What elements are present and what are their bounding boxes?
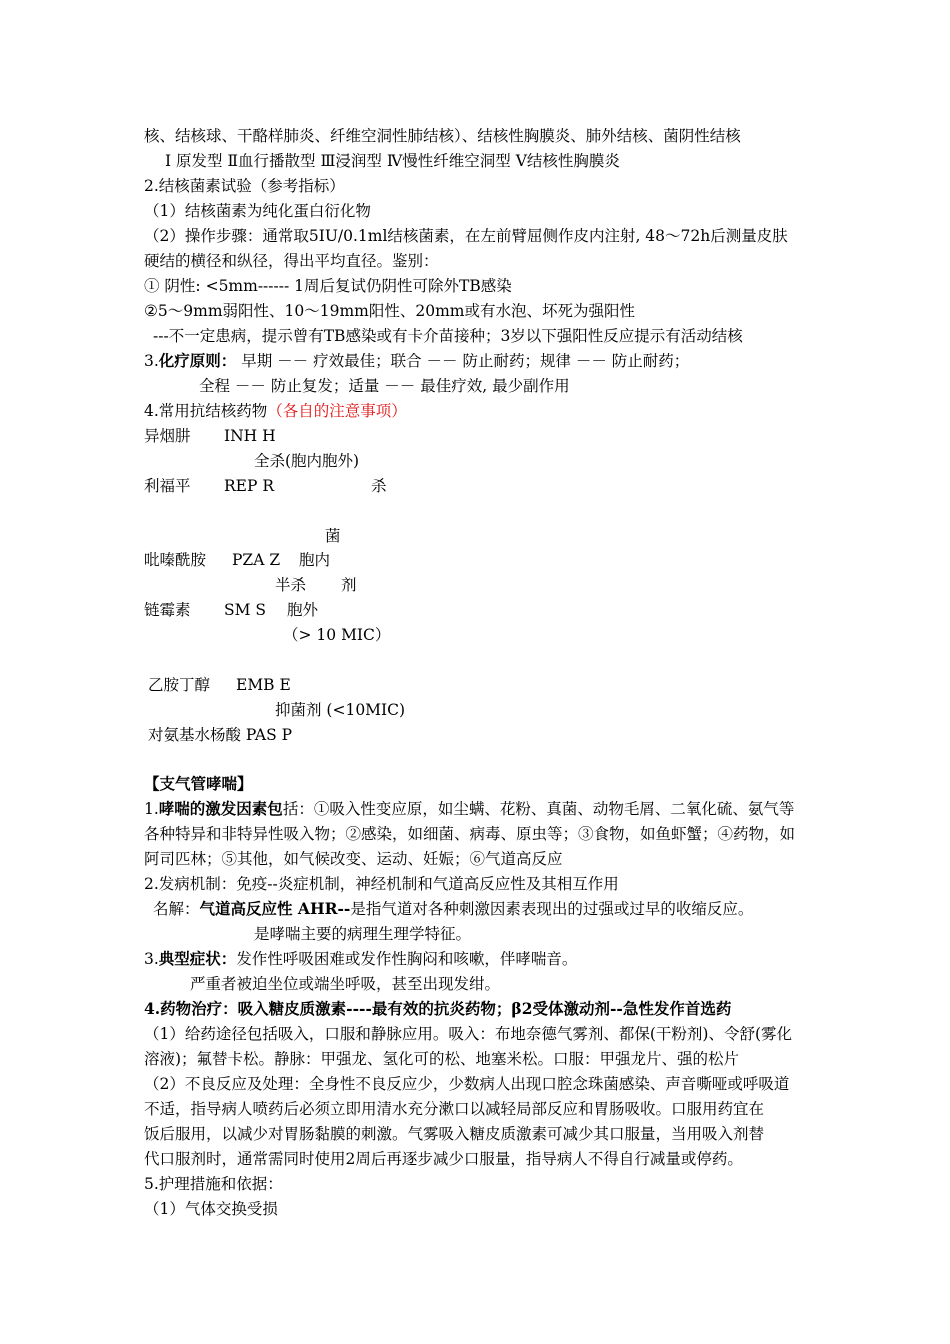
section-heading: 【支气管哮喘】 (144, 774, 253, 793)
text-line: 是哮喘主要的病理生理学特征。 (254, 925, 472, 943)
section-heading: 2.结核菌素试验（参考指标） (144, 177, 345, 195)
text-line: （2）操作步骤：通常取5IU/0.1ml结核菌素，在左前臂屈侧作皮内注射, 48～72h后测量皮肤 (144, 227, 788, 245)
drug-note: 剂 (341, 576, 357, 594)
text-line: （1）结核菌素为纯化蛋白衍化物 (144, 202, 371, 220)
section-heading: 4.药物治疗：吸入糖皮质激素----最有效的抗炎药物；β2受体激动剂--急性发作首选药 (144, 999, 732, 1018)
text-line: 饭后服用，以减少对胃肠黏膜的刺激。气雾吸入糖皮质激素可减少其口服量，当用吸入剂替 (144, 1125, 765, 1143)
text-line: 不适，指导病人喷药后必须立即用清水充分漱口以减轻局部反应和胃肠吸收。口服用药宜在 (144, 1100, 765, 1118)
drug-abbr: EMB E (236, 676, 291, 694)
text-line: ---不一定患病，提示曾有TB感染或有卡介苗接种；3岁以下强阳性反应提示有活动结核 (153, 327, 743, 345)
text-line: 代口服剂时，通常需同时使用2周后再逐步减少口服量，指导病人不得自行减量或停药。 (144, 1150, 743, 1168)
drug-note: 抑菌剂 (<10MIC) (275, 701, 406, 719)
drug-name: 乙胺丁醇 (148, 676, 211, 694)
text-span: 是指气道对各种刺激因素表现出的过强或过早的收缩反应。 (350, 900, 754, 918)
text-line: 2.发病机制：免疫--炎症机制，神经机制和气道高反应性及其相互作用 (144, 875, 619, 893)
drug-abbr: SM S (224, 601, 267, 619)
text-line: 阿司匹林；⑤其他，如气候改变、运动、妊娠；⑥气道高反应 (144, 850, 563, 868)
drug-name: 对氨基水杨酸 PAS P (148, 726, 293, 744)
text-span: 早期 －－ 疗效最佳；联合 －－ 防止耐药；规律 －－ 防止耐药； (236, 352, 690, 370)
text-span: 名解： (153, 900, 200, 918)
drug-note: 杀 (371, 477, 387, 495)
drug-name: 异烟肼 (144, 427, 191, 445)
drug-note: （> 10 MIC） (283, 626, 391, 644)
chemo-principles (144, 351, 689, 371)
drug-note: 胞外 (287, 601, 319, 619)
drug-abbr: REP R (224, 477, 275, 495)
text-line: （1）给药途径包括吸入，口服和静脉应用。吸入：布地奈德气雾剂、都保(干粉剂)、令舒(雾化 (144, 1025, 793, 1043)
text-line: 全程 －－ 防止复发；适量 －－ 最佳疗效, 最少副作用 (199, 377, 570, 395)
drug-abbr: PZA Z (232, 551, 281, 569)
text-line (144, 799, 794, 819)
text-line: （1）气体交换受损 (144, 1200, 278, 1218)
drug-note: 菌 (325, 527, 341, 545)
text-line: （2）不良反应及处理：全身性不良反应少，少数病人出现口腔念珠菌感染、声音嘶哑或呼吸道 (144, 1075, 790, 1093)
drug-note: 半杀 (275, 576, 307, 594)
text-line: ① 阴性: <5mm------ 1周后复试仍阴性可除外TB感染 (144, 277, 512, 295)
drug-abbr: INH H (224, 427, 276, 445)
drug-name: 吡嗪酰胺 (144, 551, 207, 569)
drug-note: 全杀(胞内胞外) (254, 452, 360, 470)
text-line: 溶液)；氟替卡松。静脉：甲强龙、氢化可的松、地塞米松。口服：甲强龙片、强的松片 (144, 1050, 740, 1068)
text-line: 核、结核球、干酪样肺炎、纤维空洞性肺结核）、结核性胸膜炎、肺外结核、菌阴性结核 (144, 127, 741, 145)
bold-label: 哮喘的激发因素包 (158, 799, 283, 818)
text-line (144, 949, 577, 969)
drug-note: 胞内 (299, 551, 331, 569)
definition-line (153, 899, 753, 919)
bold-label: 气道高反应性 AHR-- (199, 899, 351, 918)
bold-label: 典型症状： (158, 949, 237, 968)
text-span: 4.常用抗结核药物 (144, 402, 268, 420)
text-span: 发作性呼吸困难或发作性胸闷和咳嗽，伴哮喘音。 (236, 950, 578, 968)
section-heading: 5.护理措施和依据： (144, 1175, 283, 1193)
bold-label: 化疗原则： (158, 351, 237, 370)
text-line: 硬结的横径和纵径，得出平均直径。鉴别： (144, 252, 439, 270)
text-span: 括：①吸入性变应原，如尘螨、花粉、真菌、动物毛屑、二氧化硫、氨气等 (282, 800, 795, 818)
text-line: 各种特异和非特异性吸入物；②感染，如细菌、病毒、原虫等；③食物，如鱼虾蟹；④药物，如 (144, 825, 796, 843)
drug-name: 利福平 (144, 477, 191, 495)
number-label: 3. (144, 950, 159, 968)
highlight-note: （各自的注意事项） (267, 402, 407, 420)
tb-classification: Ⅰ 原发型 Ⅱ血行播散型 Ⅲ浸润型 Ⅳ慢性纤维空洞型 Ⅴ结核性胸膜炎 (165, 152, 620, 170)
number-label: 3. (144, 352, 159, 370)
text-line: ②5～9mm弱阳性、10～19mm阳性、20mm或有水泡、坏死为强阳性 (144, 302, 635, 320)
number-label: 1. (144, 800, 159, 818)
drug-name: 链霉素 (144, 601, 191, 619)
text-line: 严重者被迫坐位或端坐呼吸，甚至出现发绀。 (190, 975, 501, 993)
section-heading (144, 401, 407, 421)
